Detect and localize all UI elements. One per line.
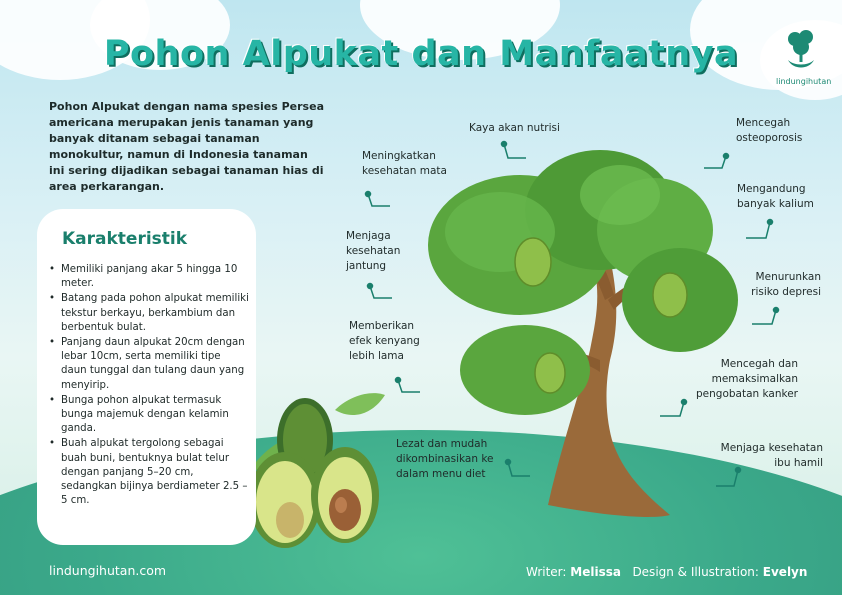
list-item: • Bunga pohon alpukat termasuk bunga majemuk dengan kelamin ganda. [47, 394, 249, 437]
brand-logo [776, 28, 832, 90]
card-title: Karakteristik [62, 229, 188, 249]
benefit-heart-health: Menjaga kesehatan jantung [346, 230, 401, 272]
benefit-cancer: Mencegah dan memaksimalkan pengobatan kanker [696, 358, 798, 400]
benefit-diet: Lezat dan mudah dikombinasikan ke dalam menu diet [396, 438, 494, 480]
benefit-pregnancy: Menjaga kesehatan ibu hamil [720, 442, 823, 469]
list-item: • Panjang daun alpukat 20cm dengan lebar 10cm, serta memiliki tipe daun tunggal dan tulang daun yang menyirip. [47, 336, 249, 393]
tree-logo-icon [784, 28, 818, 72]
design-label: Design & Illustration: [632, 565, 759, 579]
benefit-eye-health: Meningkatkan kesehatan mata [362, 150, 447, 177]
list-item: • Memiliki panjang akar 5 hingga 10 meter. [47, 263, 249, 291]
benefit-osteoporosis: Mencegah osteoporosis [736, 117, 803, 144]
website-link[interactable]: lindungihutan.com [49, 563, 167, 578]
credits [526, 565, 807, 579]
benefit-satiety: Memberikan efek kenyang lebih lama [349, 320, 420, 362]
logo-text: lindungihutan [776, 77, 832, 86]
writer-name: Melissa [570, 565, 621, 579]
page-title: Pohon Alpukat dan Manfaatnya [103, 34, 739, 74]
intro-paragraph: Pohon Alpukat dengan nama spesies Persea americana merupakan jenis tanaman yang banyak ditanam sebagai tanaman monokultur, namun di Indonesia tanaman ini sering dijadikan sebagai tanaman hias di area perkarangan. [49, 100, 324, 193]
characteristics-list [47, 263, 249, 509]
benefit-depression: Menurunkan risiko depresi [751, 271, 821, 298]
characteristics-card [37, 209, 256, 545]
list-item: • Buah alpukat tergolong sebagai buah buni, bentuknya bulat telur dengan panjang 5–20 cm, sedangkan bijinya berdiameter 2.5 – 5 cm. [47, 437, 249, 508]
benefit-nutrition: Kaya akan nutrisi [469, 122, 560, 134]
benefit-potassium: Mengandung banyak kalium [737, 183, 814, 210]
list-item: • Batang pada pohon alpukat memiliki tekstur berkayu, berkambium dan berbentuk bulat. [47, 292, 249, 335]
designer-name: Evelyn [762, 565, 808, 579]
writer-label: Writer: [526, 565, 567, 579]
